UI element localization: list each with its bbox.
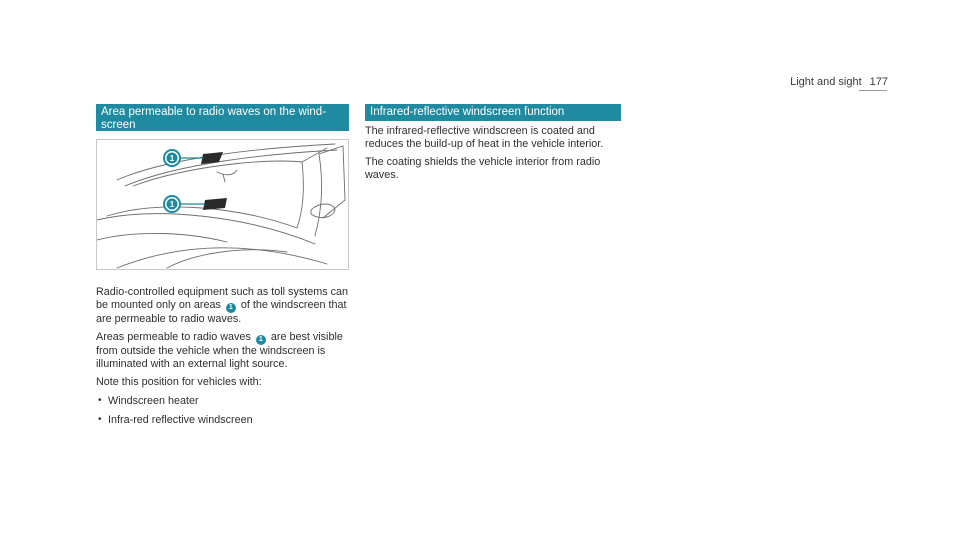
text-fragment: Radio-controlled equipment such as toll systems can be mounted only on areas [96,286,349,311]
vehicle-feature-list [96,395,349,426]
permeable-area-lower [203,198,227,210]
paragraph-visibility [96,331,349,370]
paragraph-coating: The infrared-reflective windscreen is coated and reduces the build-up of heat in the vehicle interior. [365,125,604,150]
page-number: 177 [869,76,888,88]
windscreen-illustration [96,139,349,270]
paragraph-shielding: The coating shields the vehicle interior from radio waves. [365,156,601,181]
right-body-text [365,125,621,181]
left-column [96,104,349,432]
section-heading-radio-waves: Area permeable to radio waves on the windscreen [96,104,349,131]
marker-upper-label: 1 [169,154,175,163]
permeable-area-upper [201,152,223,164]
section-title: Light and sight [790,76,862,88]
marker-lower-label: 1 [169,200,175,209]
windscreen-drawing [97,140,348,269]
paragraph-mounting [96,286,349,325]
running-header [790,76,888,88]
marker-upper [164,150,180,166]
text-fragment: Areas permeable to radio waves [96,331,251,344]
paragraph-note: Note this position for vehicles with: [96,376,262,389]
list-item: • Windscreen heater [96,395,349,408]
callout-badge: 1 [256,335,266,345]
header-rule [859,90,887,91]
marker-lower [164,196,180,212]
text-fragment: of the windscreen that are permeable to radio waves. [96,298,347,325]
left-body-text [96,286,349,426]
text-fragment: are best visible from outside the vehicle when the windscreen is illuminated with an external light source. [96,331,343,370]
right-column [365,104,621,187]
callout-badge: 1 [226,303,236,313]
section-heading-infrared: Infrared-reflective windscreen function [365,104,621,121]
list-item: • Infra-red reflective windscreen [96,414,349,427]
